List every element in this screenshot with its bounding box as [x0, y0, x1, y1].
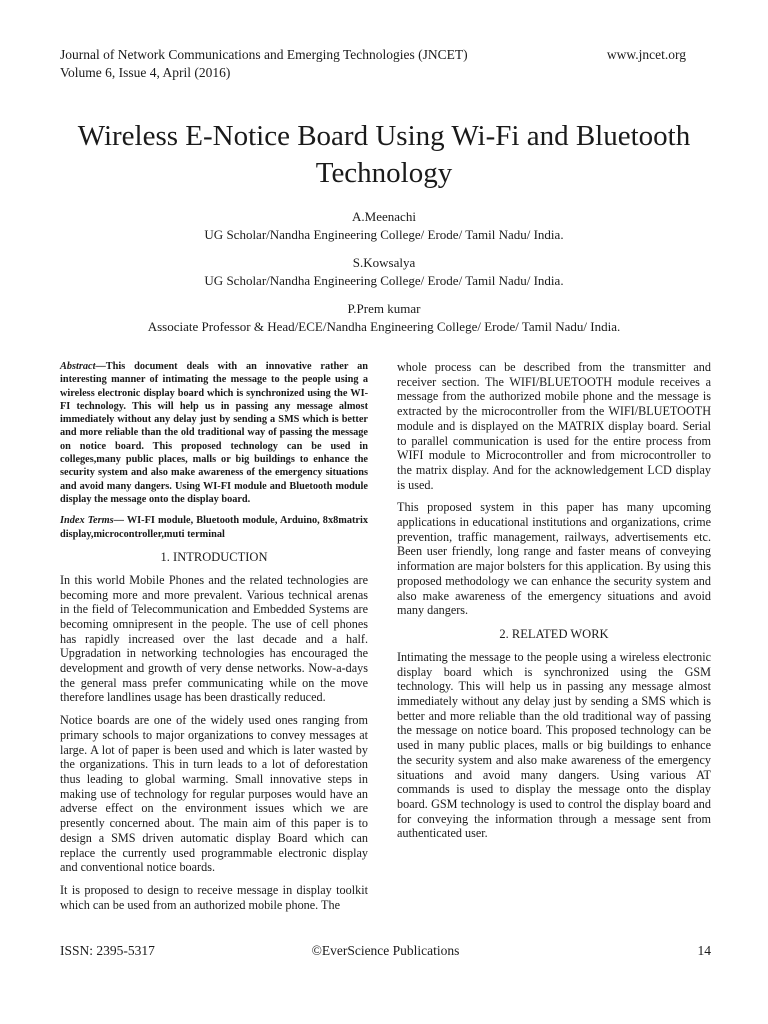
author-name: S.Kowsalya: [352, 255, 416, 270]
section-heading-introduction: 1. INTRODUCTION: [160, 549, 268, 564]
index-terms-dash: —: [113, 515, 124, 527]
author-block: [40, 208, 728, 243]
index-terms: [60, 514, 368, 541]
paragraph: Intimating the message to the people using a wireless electronic display board which is synchronized using the GSM technology. This will help us in passing any message almost immediately without any delay just by sending a SMS which is better and more reliable than the old traditional way of passing the message on notice board. This proposed technology can be used in many public places, malls or big buildings to enhance the security system and also make awareness of the emergency situations and avoid many dangers. Using various AT commands is used to display the message onto the display board. GSM technology is used to control the display board and for conveying the information through a message sent from authenticated user.: [397, 649, 711, 841]
journal-name: Journal of Network Communications and Emerging Technologies (JNCET): [60, 47, 468, 62]
paragraph: whole process can be described from the transmitter and receiver section. The WIFI/BLUETOOTH module receives a message from the authorized mobile phone and the message is extracted by the microcontroller from the WIFI/BLUETOOTH module and is displayed on the MATRIX display board. Serial to parallel communication is used for the entire process from WIFI module to Microcontroller and from microcontroller to the matrix display. And for the acknowledgement LCD display is used.: [397, 360, 711, 492]
journal-header: [60, 46, 468, 82]
footer-publisher: ©EverScience Publications: [311, 943, 460, 958]
author-name: A.Meenachi: [352, 209, 416, 224]
author-list: [40, 208, 728, 346]
author-affiliation: Associate Professor & Head/ECE/Nandha Engineering College/ Erode/ Tamil Nadu/ India.: [147, 318, 621, 334]
title-line-2: Technology: [315, 157, 453, 189]
paragraph: Notice boards are one of the widely used ones ranging from primary schools to major organizations to convey messages at large. A lot of paper is been used and which is later wasted by the organizations. This in turn leads to a lot of deforestation thus leading to global warming. Small innovative steps in making use of technology for regular purposes would have an adverse effect on the environment issues which we are presently concerned about. The main aim of this paper is to design a SMS driven automatic display Board which can replace the currently used programmable electronic display and conventional notice boards.: [60, 713, 368, 875]
footer-issn: ISSN: 2395-5317: [60, 943, 155, 958]
right-column: [397, 360, 711, 849]
index-terms-text: WI-FI module, Bluetooth module, Arduino, 8x8matrix display,microcontroller,muti terminal: [60, 515, 368, 540]
paper-title: [40, 118, 728, 192]
author-block: [40, 254, 728, 289]
author-name: P.Prem kumar: [347, 301, 421, 316]
paragraph: It is proposed to design to receive message in display toolkit which can be used from an authorized mobile phone. The: [60, 882, 368, 912]
abstract: [60, 360, 368, 506]
author-block: [40, 300, 728, 335]
author-affiliation: UG Scholar/Nandha Engineering College/ Erode/ Tamil Nadu/ India.: [204, 272, 564, 288]
abstract-label: Abstract: [60, 361, 96, 372]
journal-volume: Volume 6, Issue 4, April (2016): [60, 65, 231, 80]
journal-website[interactable]: www.jncet.org: [606, 47, 686, 62]
paragraph: In this world Mobile Phones and the related technologies are becoming more and more prevalent. Various technical arenas in the field of Telecommunication and Embedded Systems are becoming omnipresent in the people. The use of cell phones has rapidly increased over the last decade and a half. Upgradation in networking technologies has encouraged the development and growth of very dense networks. Now-a-days the general mass prefer communicating while on the move therefore landlines usage has been drastically reduced.: [60, 572, 368, 705]
paragraph: This proposed system in this paper has many upcoming applications in educational institutions and organizations, crime prevention, traffic management, railways, advertisements etc. Been user friendly, long range and faster means of conveying information are major bolsters for this application. By using this proposed methodology we can enhance the security system and also make awareness of the emergency situations and avoid many dangers.: [397, 500, 711, 618]
title-line-1: Wireless E-Notice Board Using Wi-Fi and Bluetooth: [77, 120, 691, 152]
index-terms-label: Index Terms: [60, 515, 114, 527]
abstract-dash: —: [95, 361, 106, 372]
section-heading-related-work: 2. RELATED WORK: [499, 626, 609, 641]
abstract-text: This document deals with an innovative rather an interesting manner of intimating the message to the people using a wireless electronic display board which is synchronized using the WI-FI technology. This will help us in passing any message almost immediately without any delay just by sending a SMS which is better and more reliable than the old traditional way of passing the message on notice board. This proposed technology can be used in colleges,many public places, malls or big buildings to enhance the security system and also make awareness of the emergency situations and avoid many dangers. Using WI-FI module and Bluetooth module display the message onto the display board.: [60, 361, 368, 505]
author-affiliation: UG Scholar/Nandha Engineering College/ Erode/ Tamil Nadu/ India.: [204, 226, 564, 242]
left-column: [60, 360, 368, 920]
footer-page-number: 14: [697, 943, 711, 958]
